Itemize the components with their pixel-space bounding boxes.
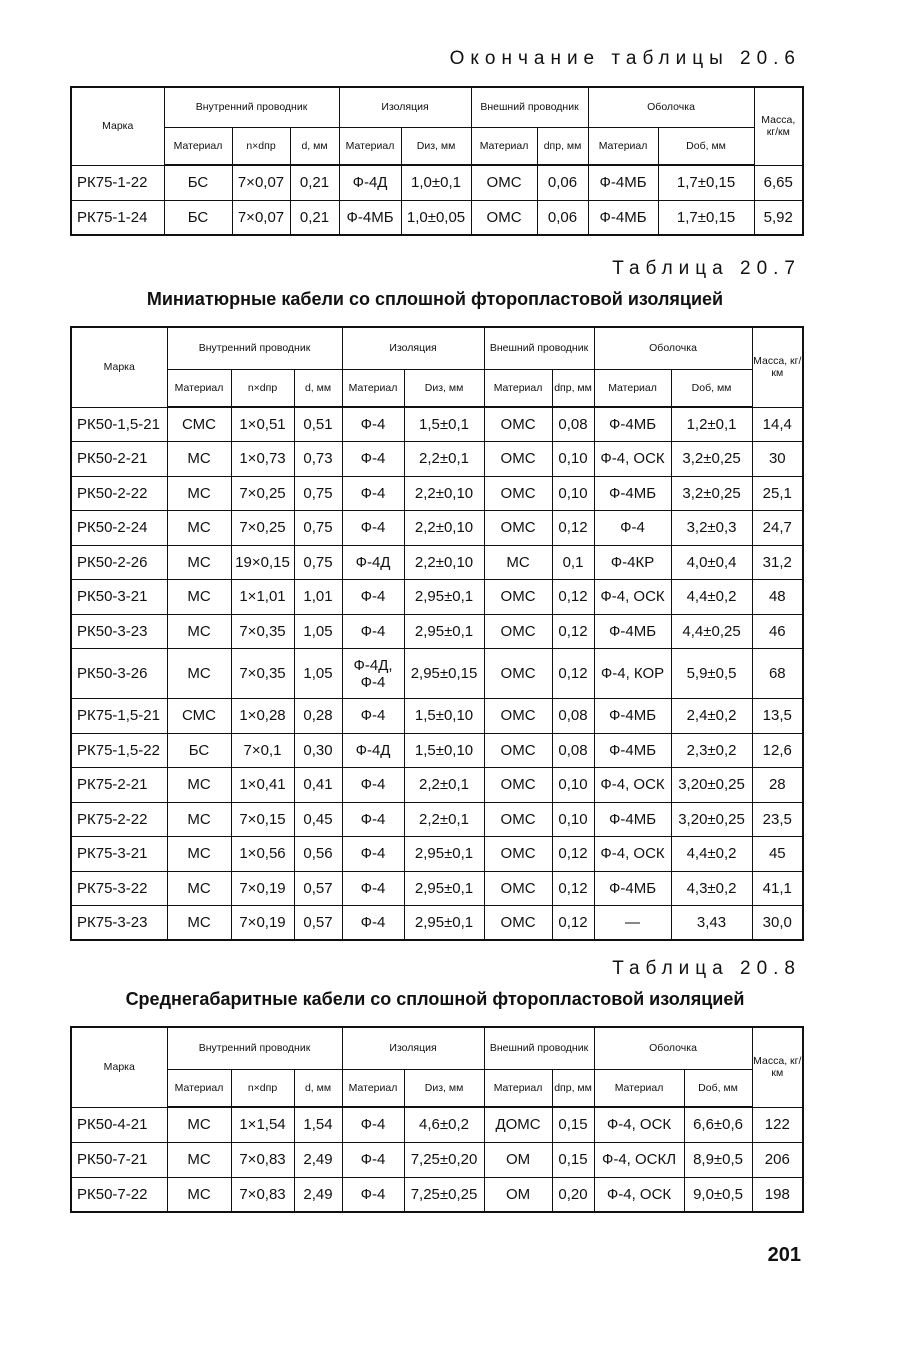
cell-insulation-material: Ф-4 — [342, 511, 404, 546]
cell-mass: 12,6 — [752, 733, 803, 768]
header-marka: Марка — [71, 327, 167, 407]
header-material: Материал — [484, 369, 552, 407]
cell-diz: 7,25±0,25 — [404, 1177, 484, 1212]
cell-insulation-material: Ф-4Д — [339, 165, 401, 200]
cell-mass: 68 — [752, 649, 803, 699]
cell-insulation-material: Ф-4 — [342, 699, 404, 734]
cell-d: 1,05 — [294, 649, 342, 699]
cell-dob: 2,4±0,2 — [671, 699, 752, 734]
cell-dpr: 0,12 — [552, 614, 594, 649]
header-material: Материал — [342, 369, 404, 407]
header-material: Материал — [167, 1069, 231, 1107]
cell-nxd: 19×0,15 — [231, 545, 294, 580]
cell-dpr: 0,12 — [552, 580, 594, 615]
table-row — [71, 442, 803, 477]
table-row — [71, 1142, 803, 1177]
cell-nxd: 1×0,56 — [231, 837, 294, 872]
cell-insulation-material: Ф-4Д — [342, 545, 404, 580]
cell-sheath-material: — — [594, 906, 671, 941]
header-nxd: n×dпр — [231, 369, 294, 407]
cell-insulation-material: Ф-4Д — [342, 733, 404, 768]
cell-sheath-material: Ф-4МБ — [594, 407, 671, 442]
cell-diz: 2,2±0,10 — [404, 545, 484, 580]
cell-dpr: 0,06 — [537, 165, 588, 200]
cell-diz: 2,95±0,1 — [404, 614, 484, 649]
cell-marka: РК50-2-24 — [71, 511, 167, 546]
table-row — [71, 837, 803, 872]
header-d: d, мм — [294, 1069, 342, 1107]
cell-outer-material: МС — [484, 545, 552, 580]
cell-inner-material: БС — [164, 165, 232, 200]
cell-outer-material: ОМС — [484, 871, 552, 906]
cell-mass: 45 — [752, 837, 803, 872]
cell-dob: 5,9±0,5 — [671, 649, 752, 699]
cell-inner-material: МС — [167, 511, 231, 546]
cell-outer-material: ОМС — [484, 802, 552, 837]
cell-marka: РК50-2-22 — [71, 476, 167, 511]
cell-marka: РК50-2-21 — [71, 442, 167, 477]
cell-d: 2,49 — [294, 1142, 342, 1177]
header-insulation: Изоляция — [339, 87, 471, 127]
cell-dpr: 0,12 — [552, 837, 594, 872]
table-row — [71, 768, 803, 803]
cell-dpr: 0,12 — [552, 649, 594, 699]
cell-mass: 24,7 — [752, 511, 803, 546]
cell-d: 0,75 — [294, 476, 342, 511]
cell-dob: 3,43 — [671, 906, 752, 941]
cell-mass: 5,92 — [754, 200, 803, 235]
cell-sheath-material: Ф-4 — [594, 511, 671, 546]
cell-sheath-material: Ф-4, ОСК — [594, 580, 671, 615]
header-marka: Марка — [71, 87, 164, 165]
cell-insulation-material: Ф-4 — [342, 580, 404, 615]
cell-dpr: 0,10 — [552, 802, 594, 837]
cell-mass: 48 — [752, 580, 803, 615]
cell-inner-material: МС — [167, 580, 231, 615]
cell-dpr: 0,12 — [552, 511, 594, 546]
cell-dob: 4,4±0,25 — [671, 614, 752, 649]
cell-mass: 46 — [752, 614, 803, 649]
cell-insulation-material: Ф-4 — [342, 871, 404, 906]
cell-diz: 1,5±0,1 — [404, 407, 484, 442]
cell-diz: 2,95±0,15 — [404, 649, 484, 699]
table-row — [71, 614, 803, 649]
cell-dpr: 0,08 — [552, 407, 594, 442]
cell-marka: РК50-2-26 — [71, 545, 167, 580]
table-row — [71, 802, 803, 837]
cell-outer-material: ОМС — [471, 200, 537, 235]
header-material: Материал — [471, 127, 537, 165]
header-nxd: n×dпр — [231, 1069, 294, 1107]
cell-nxd: 7×0,15 — [231, 802, 294, 837]
cell-dpr: 0,08 — [552, 733, 594, 768]
header-sheath: Оболочка — [594, 1027, 752, 1069]
cell-dpr: 0,20 — [552, 1177, 594, 1212]
header-inner-conductor: Внутренний проводник — [167, 327, 342, 369]
header-nxd: n×dпр — [232, 127, 290, 165]
cell-dob: 9,0±0,5 — [684, 1177, 752, 1212]
cell-insulation-material: Ф-4 — [342, 407, 404, 442]
cell-mass: 122 — [752, 1107, 803, 1142]
cell-inner-material: МС — [167, 545, 231, 580]
cell-marka: РК75-1-22 — [71, 165, 164, 200]
cell-diz: 2,2±0,1 — [404, 802, 484, 837]
cell-dob: 3,20±0,25 — [671, 768, 752, 803]
header-material: Материал — [588, 127, 658, 165]
table-row — [71, 545, 803, 580]
cell-mass: 25,1 — [752, 476, 803, 511]
header-material: Материал — [594, 369, 671, 407]
cell-marka: РК75-3-21 — [71, 837, 167, 872]
cell-marka: РК50-3-23 — [71, 614, 167, 649]
cell-sheath-material: Ф-4, ОСК — [594, 768, 671, 803]
table-row — [71, 1107, 803, 1142]
cell-dpr: 0,1 — [552, 545, 594, 580]
cell-dob: 3,2±0,25 — [671, 442, 752, 477]
cell-mass: 23,5 — [752, 802, 803, 837]
cell-nxd: 1×0,51 — [231, 407, 294, 442]
cell-insulation-material: Ф-4МБ — [339, 200, 401, 235]
cell-diz: 1,0±0,1 — [401, 165, 471, 200]
table-20-7-title: Миниатюрные кабели со сплошной фторопластовой изоляцией — [146, 289, 724, 309]
cell-marka: РК75-1-24 — [71, 200, 164, 235]
cell-sheath-material: Ф-4МБ — [594, 699, 671, 734]
cell-diz: 7,25±0,20 — [404, 1142, 484, 1177]
cell-outer-material: ОМС — [484, 442, 552, 477]
cell-marka: РК75-3-22 — [71, 871, 167, 906]
cell-diz: 2,2±0,10 — [404, 511, 484, 546]
cell-outer-material: ОМС — [484, 614, 552, 649]
cell-inner-material: МС — [167, 1177, 231, 1212]
cell-diz: 2,2±0,1 — [404, 768, 484, 803]
cell-inner-material: МС — [167, 476, 231, 511]
cell-sheath-material: Ф-4, ОСК — [594, 1177, 684, 1212]
cell-mass: 6,65 — [754, 165, 803, 200]
header-diz: Dиз, мм — [404, 1069, 484, 1107]
cell-marka: РК50-4-21 — [71, 1107, 167, 1142]
table-row — [71, 649, 803, 699]
table-20-8 — [70, 1026, 804, 1213]
header-diz: Dиз, мм — [404, 369, 484, 407]
cell-sheath-material: Ф-4МБ — [594, 871, 671, 906]
cell-sheath-material: Ф-4, КОР — [594, 649, 671, 699]
cell-marka: РК75-3-23 — [71, 906, 167, 941]
cell-mass: 41,1 — [752, 871, 803, 906]
header-dob: Dоб, мм — [658, 127, 754, 165]
cell-sheath-material: Ф-4МБ — [594, 476, 671, 511]
cell-mass: 31,2 — [752, 545, 803, 580]
cell-nxd: 7×0,83 — [231, 1142, 294, 1177]
cell-diz: 2,95±0,1 — [404, 837, 484, 872]
cell-nxd: 7×0,07 — [232, 165, 290, 200]
cell-diz: 1,0±0,05 — [401, 200, 471, 235]
table-row — [71, 407, 803, 442]
cell-inner-material: МС — [167, 1107, 231, 1142]
table-20-8-title: Среднегабаритные кабели со сплошной фторопластовой изоляцией — [125, 989, 745, 1009]
header-material: Материал — [167, 369, 231, 407]
cell-diz: 4,6±0,2 — [404, 1107, 484, 1142]
cell-marka: РК75-2-21 — [71, 768, 167, 803]
cell-dob: 6,6±0,6 — [684, 1107, 752, 1142]
cell-dob: 4,3±0,2 — [671, 871, 752, 906]
header-insulation: Изоляция — [342, 327, 484, 369]
cell-diz: 2,2±0,1 — [404, 442, 484, 477]
header-d: d, мм — [290, 127, 339, 165]
cell-mass: 30,0 — [752, 906, 803, 941]
header-sheath: Оболочка — [594, 327, 752, 369]
header-material: Материал — [342, 1069, 404, 1107]
cell-d: 0,75 — [294, 545, 342, 580]
cell-outer-material: ОМС — [484, 649, 552, 699]
cell-marka: РК75-2-22 — [71, 802, 167, 837]
table-20-7 — [70, 326, 804, 941]
cell-dpr: 0,10 — [552, 476, 594, 511]
cell-inner-material: МС — [167, 614, 231, 649]
cell-mass: 206 — [752, 1142, 803, 1177]
cell-d: 0,30 — [294, 733, 342, 768]
header-material: Материал — [339, 127, 401, 165]
table-row — [71, 699, 803, 734]
cell-sheath-material: Ф-4МБ — [588, 200, 658, 235]
cell-dpr: 0,12 — [552, 871, 594, 906]
header-material: Материал — [594, 1069, 684, 1107]
cell-sheath-material: Ф-4МБ — [594, 802, 671, 837]
cell-inner-material: МС — [167, 649, 231, 699]
cell-diz: 1,5±0,10 — [404, 699, 484, 734]
cell-d: 0,57 — [294, 871, 342, 906]
cell-dpr: 0,08 — [552, 699, 594, 734]
cell-mass: 198 — [752, 1177, 803, 1212]
cell-dob: 1,7±0,15 — [658, 165, 754, 200]
header-dpr: dпр, мм — [537, 127, 588, 165]
cell-d: 0,56 — [294, 837, 342, 872]
cell-marka: РК50-7-22 — [71, 1177, 167, 1212]
cell-sheath-material: Ф-4, ОСКЛ — [594, 1142, 684, 1177]
table-20-8-caption: Таблица 20.8 — [612, 958, 801, 979]
cell-sheath-material: Ф-4КР — [594, 545, 671, 580]
cell-dob: 4,4±0,2 — [671, 580, 752, 615]
cell-nxd: 7×0,25 — [231, 476, 294, 511]
cell-outer-material: ОМС — [484, 580, 552, 615]
cell-outer-material: ОМ — [484, 1142, 552, 1177]
cell-outer-material: ОМС — [484, 511, 552, 546]
cell-outer-material: ОМС — [484, 837, 552, 872]
cell-nxd: 7×0,83 — [231, 1177, 294, 1212]
cell-diz: 2,95±0,1 — [404, 871, 484, 906]
header-mass: Масса, кг/км — [754, 87, 803, 165]
cell-nxd: 7×0,07 — [232, 200, 290, 235]
cell-d: 0,41 — [294, 768, 342, 803]
cell-insulation-material: Ф-4 — [342, 837, 404, 872]
cell-d: 0,21 — [290, 200, 339, 235]
cell-inner-material: МС — [167, 906, 231, 941]
cell-outer-material: ОМС — [484, 476, 552, 511]
cell-dob: 2,3±0,2 — [671, 733, 752, 768]
cell-inner-material: МС — [167, 442, 231, 477]
table-row — [71, 200, 803, 235]
cell-outer-material: ОМС — [471, 165, 537, 200]
header-material: Материал — [164, 127, 232, 165]
cell-sheath-material: Ф-4, ОСК — [594, 837, 671, 872]
cell-d: 0,57 — [294, 906, 342, 941]
cell-outer-material: ДОМС — [484, 1107, 552, 1142]
cell-diz: 2,2±0,10 — [404, 476, 484, 511]
cell-nxd: 7×0,35 — [231, 649, 294, 699]
cell-insulation-material: Ф-4 — [342, 906, 404, 941]
cell-mass: 13,5 — [752, 699, 803, 734]
header-outer-conductor: Внешний проводник — [484, 1027, 594, 1069]
cell-marka: РК50-1,5-21 — [71, 407, 167, 442]
cell-inner-material: СМС — [167, 407, 231, 442]
cell-sheath-material: Ф-4МБ — [594, 614, 671, 649]
cell-outer-material: ОМС — [484, 733, 552, 768]
cell-insulation-material: Ф-4 — [342, 1107, 404, 1142]
cell-d: 0,21 — [290, 165, 339, 200]
cell-insulation-material: Ф-4 — [342, 442, 404, 477]
cell-diz: 1,5±0,10 — [404, 733, 484, 768]
cell-sheath-material: Ф-4МБ — [588, 165, 658, 200]
table-row — [71, 1177, 803, 1212]
cell-dob: 1,7±0,15 — [658, 200, 754, 235]
header-outer-conductor: Внешний проводник — [471, 87, 588, 127]
cell-outer-material: ОМ — [484, 1177, 552, 1212]
cell-d: 0,73 — [294, 442, 342, 477]
header-mass: Масса, кг/км — [752, 327, 803, 407]
table-row — [71, 733, 803, 768]
cell-marka: РК50-3-21 — [71, 580, 167, 615]
cell-insulation-material: Ф-4 — [342, 614, 404, 649]
cell-nxd: 1×1,54 — [231, 1107, 294, 1142]
header-outer-conductor: Внешний проводник — [484, 327, 594, 369]
header-d: d, мм — [294, 369, 342, 407]
cell-d: 1,01 — [294, 580, 342, 615]
cell-sheath-material: Ф-4МБ — [594, 733, 671, 768]
cell-dpr: 0,10 — [552, 442, 594, 477]
cell-outer-material: ОМС — [484, 407, 552, 442]
cell-marka: РК75-1,5-21 — [71, 699, 167, 734]
table-row — [71, 511, 803, 546]
cell-inner-material: МС — [167, 837, 231, 872]
cell-nxd: 7×0,1 — [231, 733, 294, 768]
page-number: 201 — [767, 1244, 801, 1266]
cell-insulation-material: Ф-4 — [342, 1142, 404, 1177]
cell-nxd: 7×0,35 — [231, 614, 294, 649]
cell-nxd: 7×0,19 — [231, 871, 294, 906]
cell-mass: 30 — [752, 442, 803, 477]
cell-nxd: 1×0,28 — [231, 699, 294, 734]
cell-d: 0,51 — [294, 407, 342, 442]
cell-dpr: 0,12 — [552, 906, 594, 941]
header-inner-conductor: Внутренний проводник — [164, 87, 339, 127]
cell-dob: 3,2±0,25 — [671, 476, 752, 511]
header-dob: Dоб, мм — [671, 369, 752, 407]
cell-d: 0,28 — [294, 699, 342, 734]
cell-inner-material: МС — [167, 768, 231, 803]
cell-d: 2,49 — [294, 1177, 342, 1212]
cell-insulation-material: Ф-4 — [342, 476, 404, 511]
cell-inner-material: БС — [167, 733, 231, 768]
header-sheath: Оболочка — [588, 87, 754, 127]
cell-dpr: 0,15 — [552, 1107, 594, 1142]
cell-nxd: 1×0,73 — [231, 442, 294, 477]
cell-inner-material: СМС — [167, 699, 231, 734]
header-marka: Марка — [71, 1027, 167, 1107]
table-20-6 — [70, 86, 804, 236]
cell-diz: 2,95±0,1 — [404, 906, 484, 941]
cell-marka: РК50-7-21 — [71, 1142, 167, 1177]
cell-dob: 3,20±0,25 — [671, 802, 752, 837]
cell-inner-material: БС — [164, 200, 232, 235]
cell-sheath-material: Ф-4, ОСК — [594, 442, 671, 477]
cell-dpr: 0,06 — [537, 200, 588, 235]
cell-dob: 4,0±0,4 — [671, 545, 752, 580]
table-20-6-caption: Окончание таблицы 20.6 — [449, 48, 801, 69]
cell-dob: 4,4±0,2 — [671, 837, 752, 872]
header-inner-conductor: Внутренний проводник — [167, 1027, 342, 1069]
cell-dpr: 0,10 — [552, 768, 594, 803]
cell-nxd: 7×0,19 — [231, 906, 294, 941]
cell-outer-material: ОМС — [484, 906, 552, 941]
table-row — [71, 580, 803, 615]
header-dpr: dпр, мм — [552, 1069, 594, 1107]
table-row — [71, 906, 803, 941]
cell-marka: РК75-1,5-22 — [71, 733, 167, 768]
header-dob: Dоб, мм — [684, 1069, 752, 1107]
cell-dob: 8,9±0,5 — [684, 1142, 752, 1177]
table-row — [71, 165, 803, 200]
cell-marka: РК50-3-26 — [71, 649, 167, 699]
cell-inner-material: МС — [167, 871, 231, 906]
cell-sheath-material: Ф-4, ОСК — [594, 1107, 684, 1142]
cell-outer-material: ОМС — [484, 768, 552, 803]
cell-dob: 1,2±0,1 — [671, 407, 752, 442]
header-diz: Dиз, мм — [401, 127, 471, 165]
cell-d: 1,05 — [294, 614, 342, 649]
cell-inner-material: МС — [167, 1142, 231, 1177]
cell-mass: 28 — [752, 768, 803, 803]
cell-mass: 14,4 — [752, 407, 803, 442]
cell-nxd: 7×0,25 — [231, 511, 294, 546]
table-20-7-caption: Таблица 20.7 — [612, 258, 801, 279]
cell-insulation-material: Ф-4 — [342, 802, 404, 837]
table-row — [71, 476, 803, 511]
table-row — [71, 871, 803, 906]
header-mass: Масса, кг/км — [752, 1027, 803, 1107]
header-insulation: Изоляция — [342, 1027, 484, 1069]
cell-dpr: 0,15 — [552, 1142, 594, 1177]
cell-diz: 2,95±0,1 — [404, 580, 484, 615]
header-dpr: dпр, мм — [552, 369, 594, 407]
cell-inner-material: МС — [167, 802, 231, 837]
cell-insulation-material: Ф-4 — [342, 1177, 404, 1212]
cell-outer-material: ОМС — [484, 699, 552, 734]
cell-d: 0,45 — [294, 802, 342, 837]
cell-nxd: 1×0,41 — [231, 768, 294, 803]
cell-insulation-material: Ф-4 — [342, 768, 404, 803]
cell-nxd: 1×1,01 — [231, 580, 294, 615]
cell-d: 1,54 — [294, 1107, 342, 1142]
header-material: Материал — [484, 1069, 552, 1107]
cell-dob: 3,2±0,3 — [671, 511, 752, 546]
cell-insulation-material: Ф-4Д, Ф-4 — [342, 649, 404, 699]
cell-d: 0,75 — [294, 511, 342, 546]
